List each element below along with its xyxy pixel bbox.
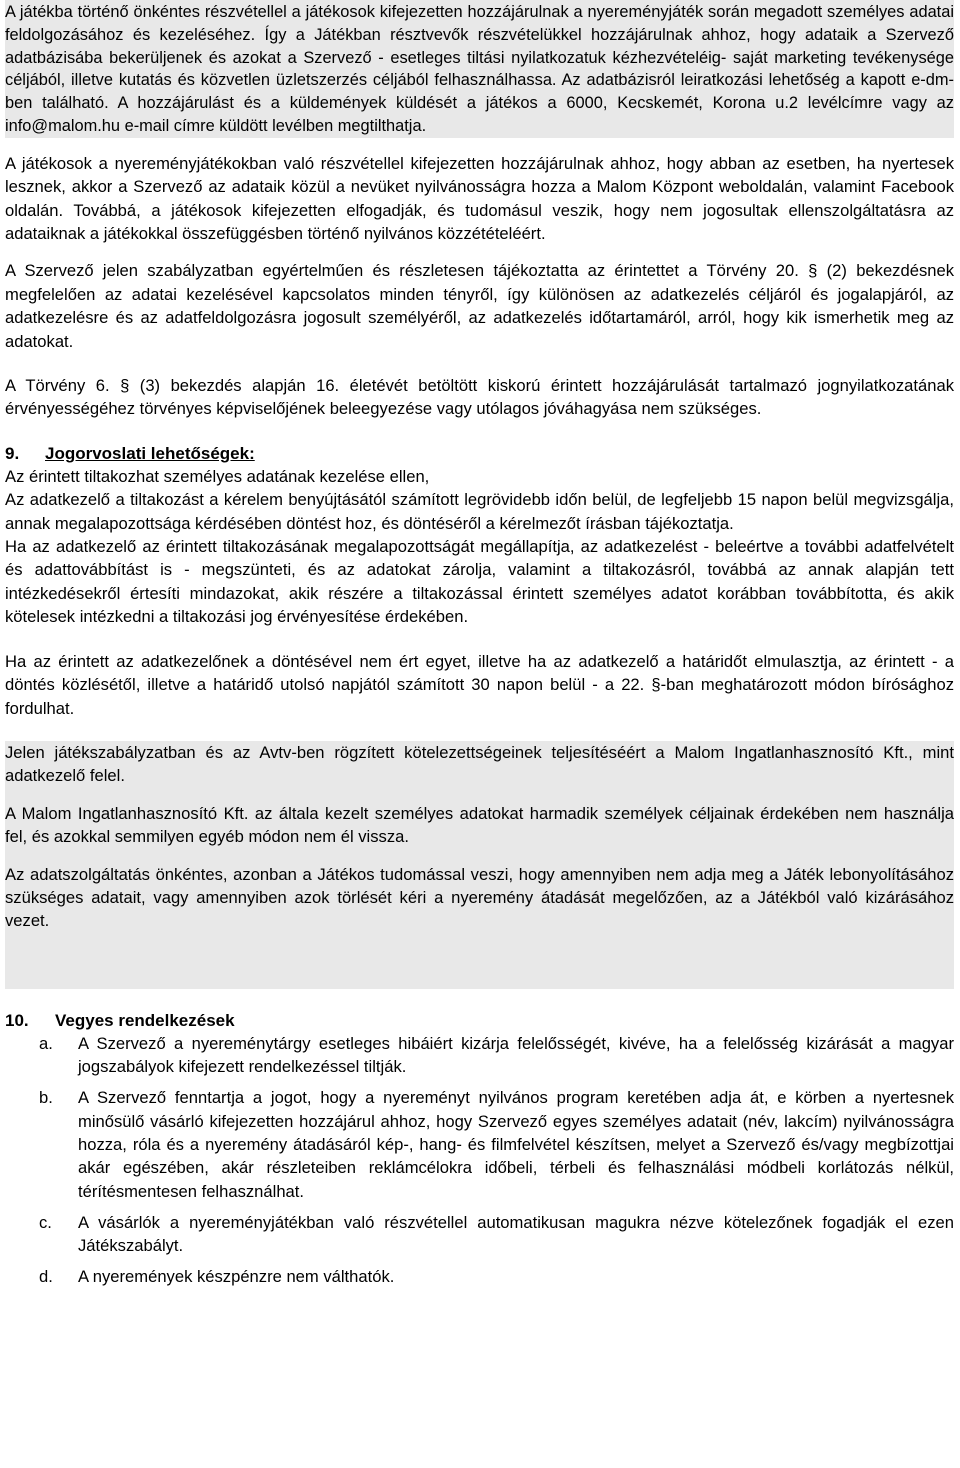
spacer bbox=[5, 788, 954, 802]
list-marker: c. bbox=[39, 1212, 52, 1232]
spacer bbox=[5, 245, 954, 259]
list-item-text: A Szervező a nyereménytárgy esetleges hibáiért kizárja felelősségét, kivéve, ha a felelősség kizárását a magyar jogszabályok kifejezett rendelkezéssel tiltják. bbox=[78, 1033, 954, 1077]
section-10-heading bbox=[5, 1009, 954, 1032]
paragraph-information: A Szervező jelen szabályzatban egyértelműen és részletesen tájékoztatta az érintettet a Törvény 20. § (2) bekezdésnek megfelelően az adatai kezelésével kapcsolatos minden tényről, így különösen az adatkezelés céljáról és jogalapjáról, az adatkezelésre és az adatfeldolgozásra jogosult személyéről, az adatkezelés időtartamáról, arról, hogy kik ismerhetik meg az adatokat. bbox=[5, 261, 954, 351]
paragraph-winners-publication: A játékosok a nyereményjátékokban való részvétellel kifejezetten hozzájárulnak ahhoz, hogy abban az esetben, ha nyertesek lesznek, akkor a Szervező az adataik közül a nevüket nyilvánosságra hozza a Malom Központ weboldalán, valamint Facebook oldalán. Továbbá, a játékosok kifejezetten elfogadják, és tudomásul veszik, hogy nem jogosultak ellenszolgáltatásra az adataiknak a játékokkal összefüggésben történő nyilvános közzétételéért. bbox=[5, 153, 954, 243]
paragraph-court: Ha az érintett az adatkezelőnek a döntésével nem ért egyet, illetve ha az adatkezelő a határidőt elmulasztja, az érintett - a döntés közlésétől, illetve a határidő utolsó napjától számított 30 napon belül - a 22. §-ban meghatározott módon bírósághoz fordulhat. bbox=[5, 651, 954, 718]
section-9-number: 9. bbox=[5, 443, 20, 463]
spacer bbox=[5, 849, 954, 863]
spacer bbox=[5, 933, 954, 989]
list-item-text: A vásárlók a nyereményjátékban való részvétellel automatikusan magukra nézve kötelezőnek fogadják el ezen Játékszabályt. bbox=[78, 1212, 954, 1256]
spacer bbox=[5, 421, 954, 442]
spacer bbox=[5, 138, 954, 152]
list-marker: d. bbox=[39, 1267, 53, 1287]
list-item-text: A nyeremények készpénzre nem válthatók. bbox=[78, 1267, 395, 1287]
section-10-number: 10. bbox=[5, 1010, 29, 1030]
provisions-list bbox=[5, 1032, 954, 1289]
objection-review: Az adatkezelő a tiltakozást a kérelem benyújtásától számított legrövidebb időn belül, de legfeljebb 15 napon belül megvizsgálja, annak megalapozottsága kérdésében döntést hoz, és döntéséről a kérelmezőt írásban tájékoztatja. bbox=[5, 490, 954, 533]
spacer bbox=[5, 353, 954, 374]
list-item bbox=[5, 1265, 954, 1288]
paragraph-voluntary: Az adatszolgáltatás önkéntes, azonban a Játékos tudomással veszi, hogy amennyiben nem adja meg a Játék lebonyolításához szükséges adatait, vagy amennyiben azok törlését kéri a nyeremény átadását megelőzően, az a Játékból való kizárásához vezet. bbox=[5, 864, 954, 931]
paragraph-consent: A játékba történő önkéntes részvétellel a játékosok kifejezetten hozzájárulnak a nyereményjáték során megadott személyes adatai feldolgozásához és kezeléséhez. Így a Játékban résztvevők részvételükkel hozzájárulnak ahhoz, hogy adataik a Szervező adatbázisába bekerüljenek és azokat a Szervező - esetleges tiltási nyilatkozatuk kézhezvételéig- saját marketing tevékenysége céljából, illetve kutatás és közvetlen üzletszerzés céljából felhasználhassa. Az adatbázisról leiratkozási lehetőség a kapott e-dm-ben található. A hozzájárulást és a küldemények küldését a játékos a 6000, Kecskemét, Korona u.2 levélcímre vagy az info@malom.hu e-mail címre küldött levélben megtilthatja. bbox=[5, 0, 954, 138]
list-marker: a. bbox=[39, 1033, 53, 1053]
list-item bbox=[5, 1211, 954, 1258]
list-item bbox=[5, 1032, 954, 1079]
objection-grounded: Ha az adatkezelő az érintett tiltakozásának megalapozottságát megállapítja, az adatkezelést - beleértve a további adatfelvételt és adattovábbítást is - megszünteti, és az adatokat zárolja, valamint a tiltakozásról, továbbá az annak alapján tett intézkedésekről értesíti mindazokat, akik részére a tiltakozással érintett személyes adatot korábban továbbította, és akik kötelesek intézkedni a tiltakozási jog érvényesítése érdekében. bbox=[5, 537, 954, 627]
paragraph-third-parties: A Malom Ingatlanhasznosító Kft. az általa kezelt személyes adatokat harmadik személyek céljainak érdekében nem használja fel, és azokkal semmilyen egyéb módon nem él vissza. bbox=[5, 803, 954, 847]
paragraph-minors: A Törvény 6. § (3) bekezdés alapján 16. életévét betöltött kiskorú érintett hozzájárulását tartalmazó jognyilatkozatának érvényességéhez törvényes képviselőjének beleegyezése vagy utólagos jóváhagyása nem szükséges. bbox=[5, 376, 954, 419]
document-page bbox=[5, 0, 954, 1297]
list-item bbox=[5, 1086, 954, 1202]
section-10-title: Vegyes rendelkezések bbox=[55, 1010, 235, 1030]
spacer bbox=[5, 629, 954, 650]
spacer bbox=[5, 989, 954, 1009]
spacer bbox=[5, 720, 954, 741]
objection-line: Az érintett tiltakozhat személyes adatának kezelése ellen, bbox=[5, 466, 430, 486]
list-marker: b. bbox=[39, 1088, 53, 1108]
section-9-title: Jogorvoslati lehetőségek: bbox=[45, 443, 255, 463]
gray-block bbox=[5, 741, 954, 989]
paragraph-controller: Jelen játékszabályzatban és az Avtv-ben rögzített kötelezettségeinek teljesítéséért a Malom Ingatlanhasznosító Kft., mint adatkezelő felel. bbox=[5, 742, 954, 786]
section-9-heading bbox=[5, 442, 954, 465]
list-item-text: A Szervező fenntartja a jogot, hogy a nyereményt nyilvános program keretében adja át, e körben a nyertesnek minősülő vásárló kifejezetten hozzájárul ahhoz, hogy Szervező egyes személyes adatait (név, lakcím) nyilvánosságra hozza, róla és a nyeremény átadásáról kép-, hang- és filmfelvétel készítsen, melyet a Szervező és/vagy megbízottjai akár egészében, akár részleteiben reklámcélokra időbeli, térbeli és felhasználási módbeli korlátozás nélkül, térítésmentesen felhasználhat. bbox=[78, 1088, 954, 1201]
